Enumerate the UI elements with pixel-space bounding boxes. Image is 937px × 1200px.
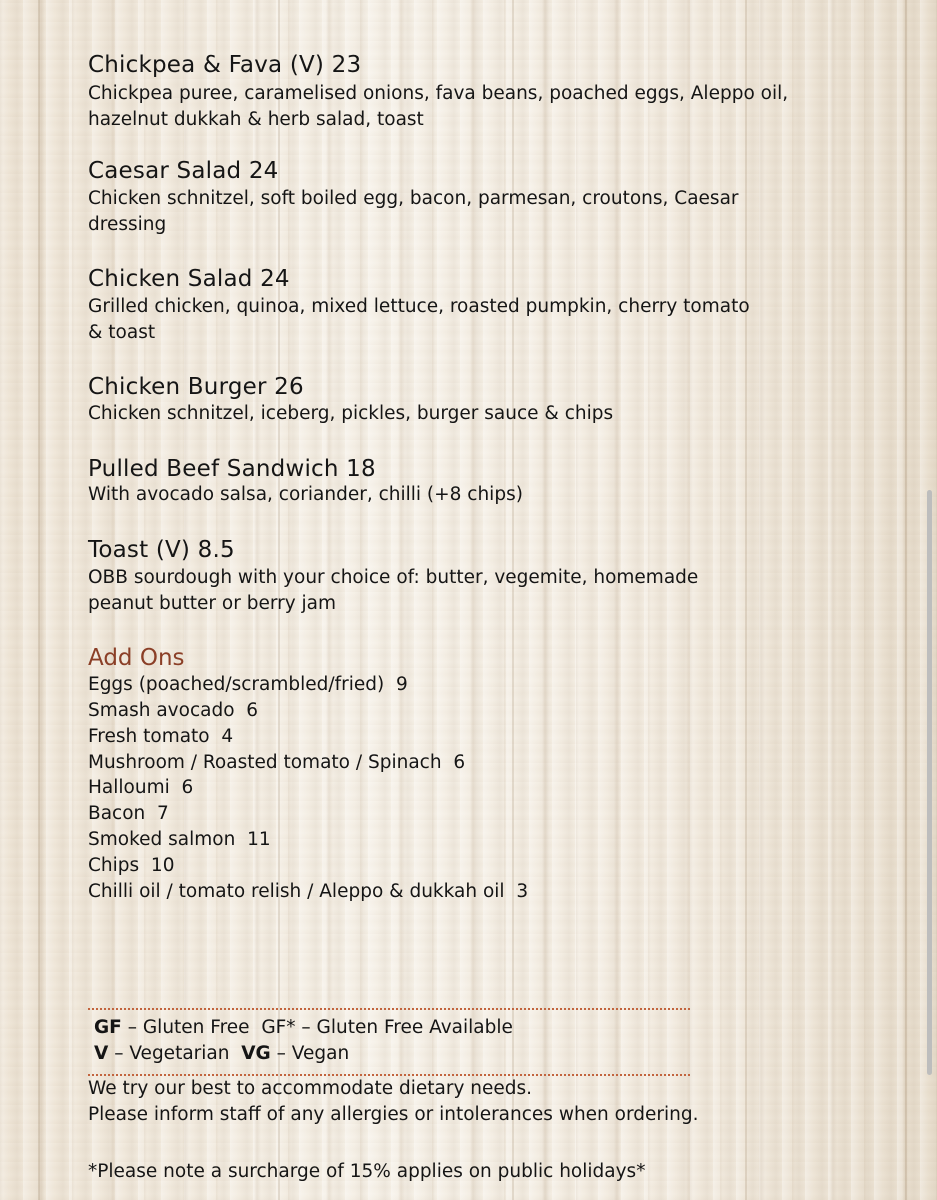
- add-on-item: Halloumi 6: [88, 777, 194, 798]
- add-on-item: Eggs (poached/scrambled/fried) 9: [88, 674, 408, 695]
- item-desc-toast: OBB sourdough with your choice of: butter, vegemite, homemade peanut butter or berry jam: [88, 567, 699, 614]
- item-desc-caesar-salad: Chicken schnitzel, soft boiled egg, bacon, parmesan, croutons, Caesar dressing: [88, 188, 739, 235]
- item-desc-chickpea-fava: Chickpea puree, caramelised onions, fava beans, poached eggs, Aleppo oil, hazelnut dukkah & herb salad, toast: [88, 83, 789, 130]
- add-on-item: Mushroom / Roasted tomato / Spinach 6: [88, 752, 466, 773]
- item-title-caesar-salad: Caesar Salad 24: [88, 158, 279, 184]
- add-on-item: Chips 10: [88, 855, 175, 876]
- add-ons-heading: Add Ons: [88, 645, 185, 671]
- add-on-item: Bacon 7: [88, 803, 169, 824]
- dietary-note-line1: We try our best to accommodate dietary needs.: [88, 1078, 533, 1099]
- legend-code-vg: VG: [241, 1043, 271, 1064]
- legend-code-gf: GF: [94, 1017, 122, 1038]
- legend-code-gf-available: GF*: [261, 1017, 296, 1038]
- scrollbar[interactable]: [927, 490, 932, 1075]
- item-desc-chicken-salad: Grilled chicken, quinoa, mixed lettuce, roasted pumpkin, cherry tomato & toast: [88, 296, 750, 343]
- item-desc-chicken-burger: Chicken schnitzel, iceberg, pickles, burger sauce & chips: [88, 403, 614, 424]
- item-title-chicken-salad: Chicken Salad 24: [88, 266, 290, 292]
- add-on-item: Smoked salmon 11: [88, 829, 271, 850]
- legend-code-v: V: [94, 1043, 109, 1064]
- dietary-note-line2: Please inform staff of any allergies or intolerances when ordering.: [88, 1104, 699, 1125]
- dietary-legend-veg: [94, 1041, 349, 1067]
- legend-text-gf: – Gluten Free: [121, 1017, 262, 1038]
- divider-dotted: [88, 1008, 690, 1010]
- surcharge-note: *Please note a surcharge of 15% applies on public holidays*: [88, 1161, 646, 1182]
- legend-text-gf-available: – Gluten Free Available: [295, 1017, 513, 1038]
- legend-text-v: – Vegetarian: [108, 1043, 242, 1064]
- wood-grain: [38, 0, 40, 1200]
- dietary-legend-gluten: [94, 1015, 513, 1041]
- item-desc-pulled-beef: With avocado salsa, coriander, chilli (+8 chips): [88, 484, 523, 505]
- item-title-pulled-beef: Pulled Beef Sandwich 18: [88, 456, 376, 482]
- add-on-item: Chilli oil / tomato relish / Aleppo & dukkah oil 3: [88, 881, 529, 902]
- item-title-chicken-burger: Chicken Burger 26: [88, 374, 304, 400]
- item-title-toast: Toast (V) 8.5: [88, 537, 235, 563]
- legend-text-vg: – Vegan: [270, 1043, 350, 1064]
- add-on-item: Smash avocado 6: [88, 700, 259, 721]
- wood-grain: [905, 0, 907, 1200]
- item-title-chickpea-fava: Chickpea & Fava (V) 23: [88, 52, 362, 78]
- add-on-item: Fresh tomato 4: [88, 726, 234, 747]
